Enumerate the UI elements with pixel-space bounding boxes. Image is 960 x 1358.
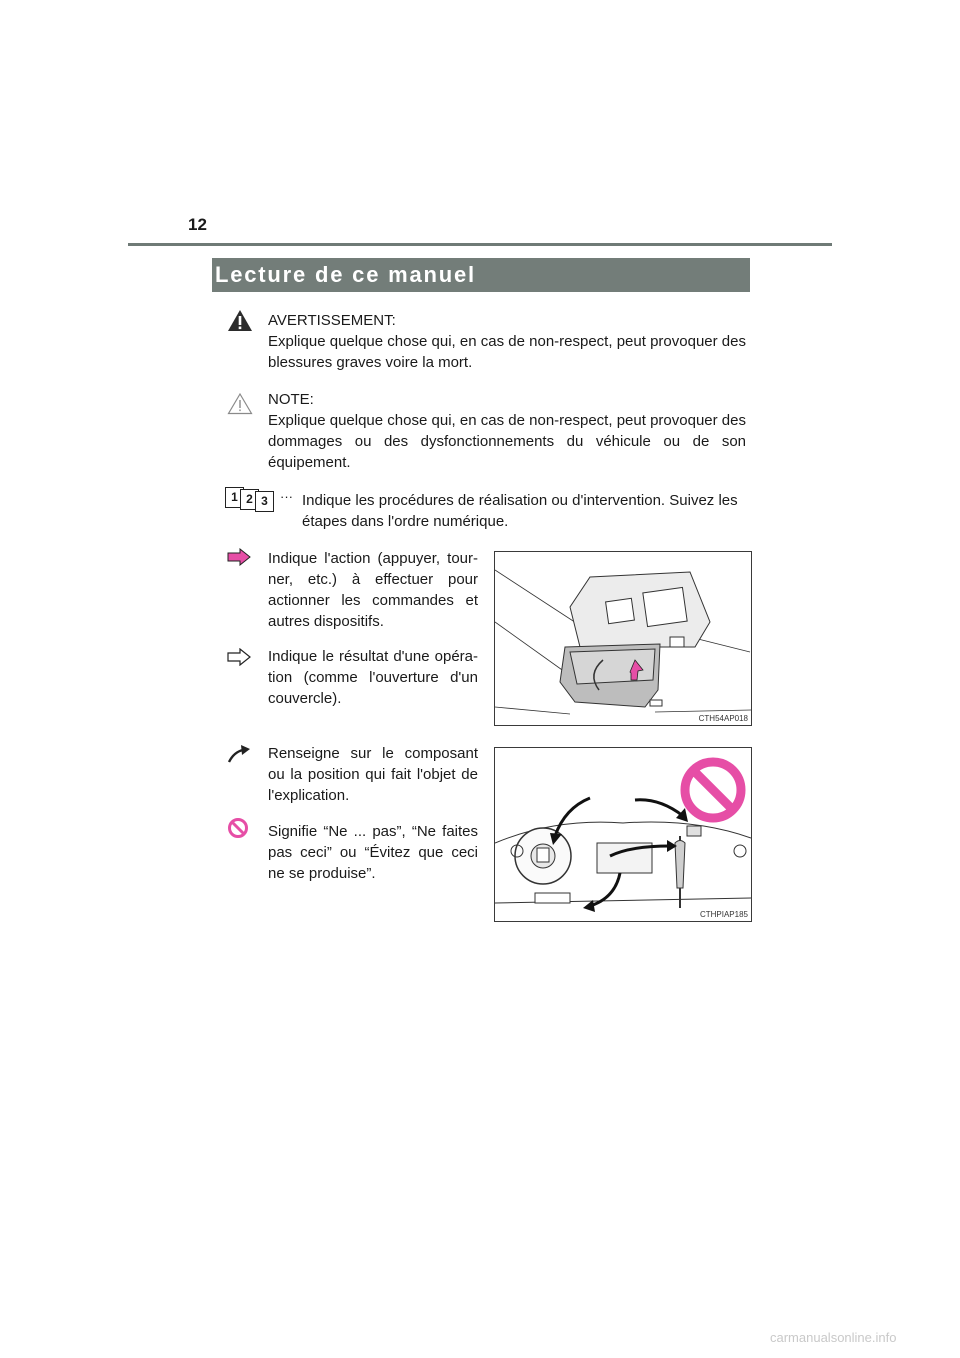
- step-box-2: 2: [240, 489, 259, 510]
- step-number-boxes-icon: [225, 487, 277, 511]
- pink-arrow-icon: [227, 548, 251, 566]
- note-label: NOTE:: [268, 391, 314, 408]
- action-description: Indique l'action (appuyer, tour-ner, etc.) à effectuer pour actionner les commandes et autres dispositifs.: [268, 550, 478, 630]
- steps-description: Indique les procédures de réalisation ou d'intervention. Suivez les étapes dans l'ordre numérique.: [302, 492, 738, 530]
- section-title: Lecture de ce manuel: [215, 262, 476, 287]
- overhead-console-figure: [494, 551, 752, 726]
- step-box-1: 1: [225, 487, 244, 508]
- warning-description: Explique quelque chose qui, en cas de non-respect, peut provoquer des blessures graves voire la mort.: [268, 333, 746, 371]
- component-description: Renseigne sur le composant ou la position qui fait l'objet de l'explication.: [268, 745, 478, 804]
- dashboard-illustration: [495, 748, 751, 921]
- page-number: 12: [188, 215, 207, 234]
- dashboard-figure: [494, 747, 752, 922]
- overhead-figure-code: CTH54AP018: [698, 714, 748, 723]
- footer-watermark[interactable]: carmanualsonline.info: [770, 1330, 897, 1345]
- curved-pointer-arrow-icon: [227, 744, 251, 764]
- warning-triangle-icon: [227, 309, 253, 332]
- caution-triangle-outline-icon: [227, 392, 253, 415]
- steps-ellipsis: ···: [280, 489, 293, 504]
- result-description: Indique le résultat d'une opéra-tion (comme l'ouverture d'un couvercle).: [268, 648, 478, 707]
- outline-arrow-icon: [227, 648, 251, 666]
- dashboard-figure-code: CTHPIAP185: [699, 910, 748, 919]
- overhead-console-illustration: [495, 552, 751, 725]
- note-description: Explique quelque chose qui, en cas de non-respect, peut provoquer des dommages ou des dysfonctionnements du véhicule ou de son équipement.: [268, 412, 746, 471]
- prohibition-circle-icon: [227, 817, 249, 839]
- prohibition-description: Signifie “Ne ... pas”, “Ne faites pas ceci” ou “Évitez que ceci ne se produise”.: [268, 823, 478, 882]
- header-rule: [128, 243, 832, 246]
- warning-label: AVERTISSEMENT:: [268, 312, 396, 329]
- step-box-3: 3: [255, 491, 274, 512]
